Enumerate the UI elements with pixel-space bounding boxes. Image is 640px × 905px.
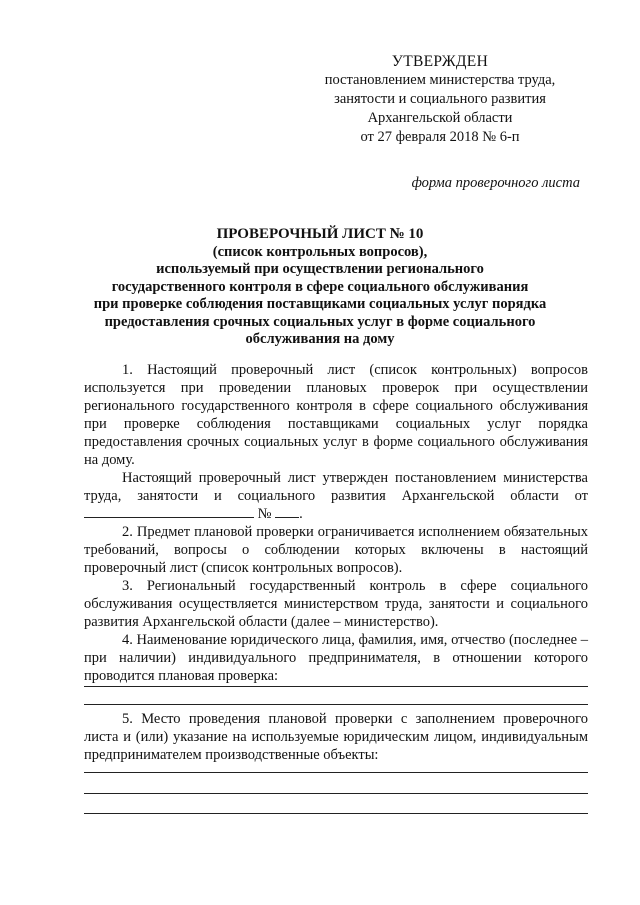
approval-line-2: занятости и социального развития <box>334 91 546 107</box>
title-line-4: государственного контроля в сфере социального обслуживания <box>111 278 529 295</box>
fill-line-4[interactable] <box>84 793 588 794</box>
paragraph-3: 2. Предмет плановой проверки ограничивается исполнением обязательных требований, вопросы о соблюдении которых включены в настоящий проверочный лист (список контрольных вопросов). <box>84 524 588 576</box>
paragraph-6: 5. Место проведения плановой проверки с заполнением проверочного листа и (или) указание на используемые юридическим лицом, индивидуальным предпринимателем производственные объекты: <box>84 711 588 763</box>
title-line-3: используемый при осуществлении регионального <box>156 261 484 277</box>
fill-line-2[interactable] <box>84 704 588 705</box>
date-blank-field[interactable] <box>84 517 254 518</box>
approval-line-4: от 27 февраля 2018 № 6-п <box>360 129 520 145</box>
paragraph-4: 3. Региональный государственный контроль в сфере социального обслуживания осуществляется министерством труда, занятости и социального развития Архангельской области (далее – министерство). <box>84 578 588 630</box>
fill-line-1[interactable] <box>84 686 588 687</box>
document-title <box>80 226 560 349</box>
approval-block <box>300 52 580 147</box>
approval-line-3: Архангельской области <box>367 110 513 126</box>
paragraph-5: 4. Наименование юридического лица, фамилия, имя, отчество (последнее – при наличии) индивидуального предпринимателя, в отношении которого проводится плановая проверка: <box>84 632 588 684</box>
document-body <box>84 361 588 685</box>
fill-line-5[interactable] <box>84 813 588 814</box>
paragraph-2: Настоящий проверочный лист утвержден постановлением министерства труда, занятости и социального развития Архангельской области от № . <box>84 470 588 522</box>
document-body-2 <box>84 710 588 764</box>
form-type-label: форма проверочного листа <box>411 175 580 191</box>
title-line-6: предоставления срочных социальных услуг в форме социального <box>104 313 536 330</box>
fill-line-3[interactable] <box>84 772 588 773</box>
approval-heading: УТВЕРЖДЕН <box>391 53 489 70</box>
number-sign: № <box>257 506 272 522</box>
paragraph-1: 1. Настоящий проверочный лист (список контрольных) вопросов используется при проведении плановых проверок при осуществлении регионального государственного контроля в сфере социального обслуживания при проверке соблюдения поставщиками социальных услуг порядка предоставления срочных социальных услуг в форме социального обслуживания на дому. <box>84 362 588 468</box>
paragraph-2-text: Настоящий проверочный лист утвержден постановлением министерства труда, занятости и социального развития Архангельской области от <box>84 470 588 504</box>
title-line-7: обслуживания на дому <box>245 331 395 347</box>
number-blank-field[interactable] <box>275 517 299 518</box>
title-line-2: (список контрольных вопросов), <box>212 243 428 260</box>
approval-line-1: постановлением министерства труда, <box>324 72 556 88</box>
title-line-5: при проверке соблюдения поставщиками социальных услуг порядка <box>93 296 547 312</box>
title-line-1: ПРОВЕРОЧНЫЙ ЛИСТ № 10 <box>216 226 424 242</box>
